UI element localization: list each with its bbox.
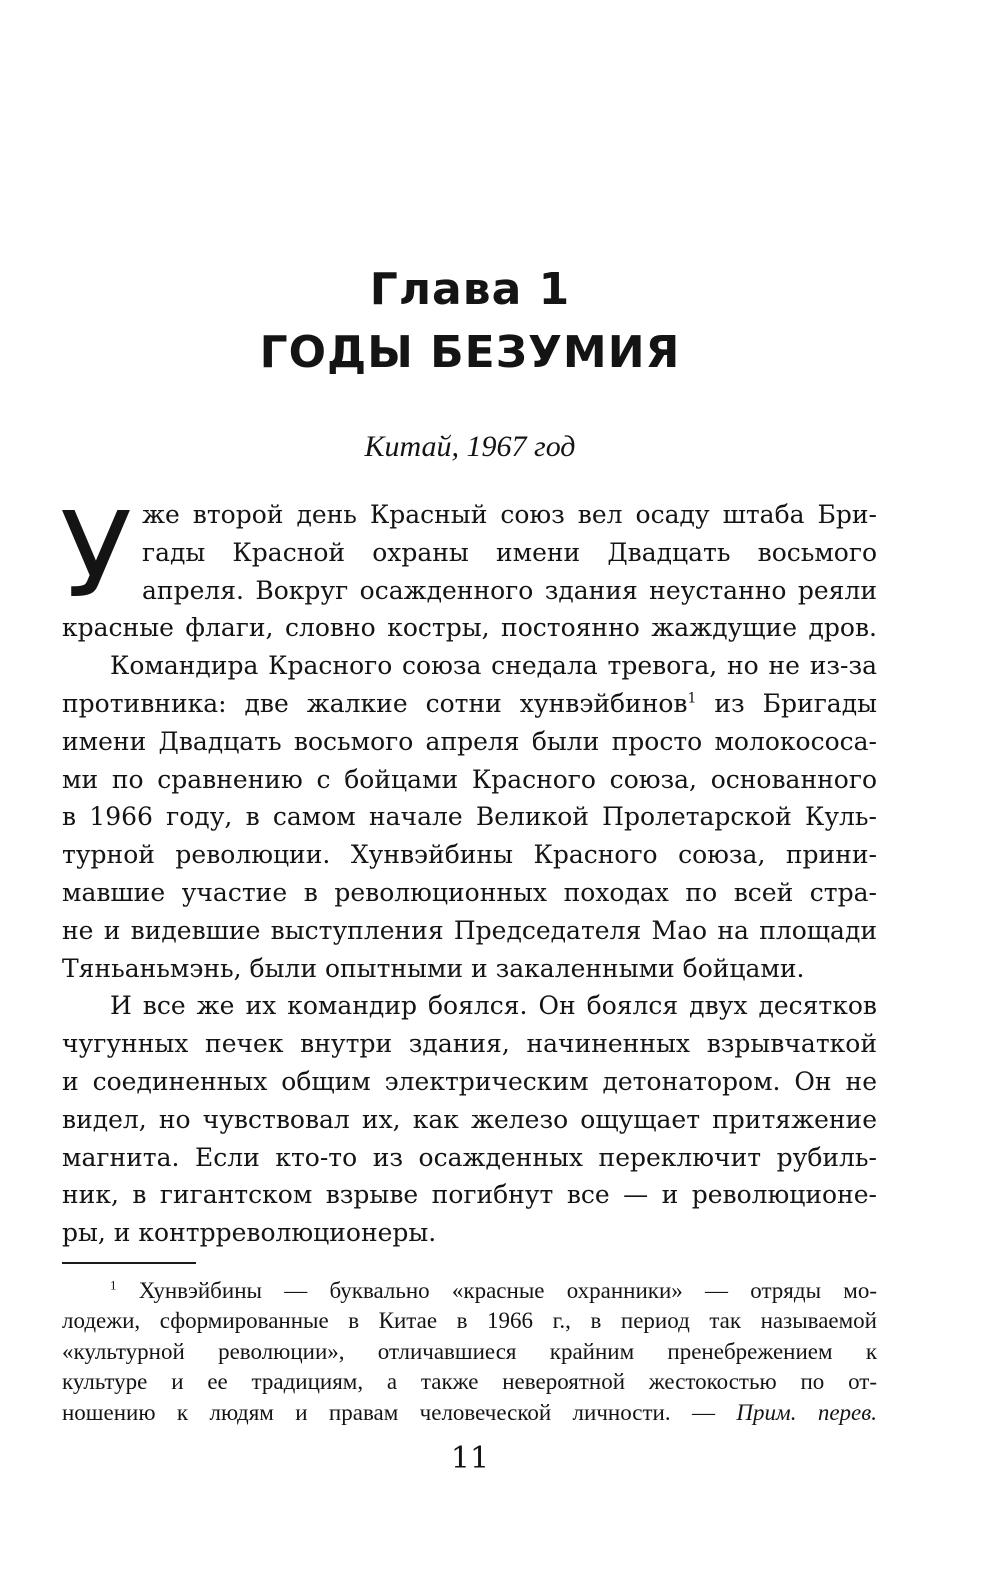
text-line: ник, в гигантском взрыве погибнут все — и революционе- bbox=[62, 1180, 877, 1210]
text-line: ры, и контрреволюционеры. bbox=[62, 1218, 437, 1248]
text-line: и соединенных общим электрическим детонатором. Он не bbox=[62, 1066, 877, 1096]
text-fragment: из Бригады bbox=[696, 688, 877, 718]
text-line: красные флаги, словно костры, постоянно жаждущие дров. bbox=[62, 613, 877, 643]
text-line: ми по сравнению с бойцами Красного союза, основанного bbox=[62, 764, 877, 794]
text-line: не и видевшие выступления Председателя Мао на площади bbox=[62, 915, 877, 945]
text-fragment: Хунвэйбины — буквально «красные охранники» — отряды мо- bbox=[116, 1278, 877, 1303]
paragraph-3 bbox=[62, 987, 877, 1252]
text-line: в 1966 году, в самом начале Великой Пролетарской Куль- bbox=[62, 802, 877, 832]
text-line: гады Красной охраны имени Двадцать восьмого bbox=[142, 537, 877, 567]
text-line: турной революции. Хунвэйбины Красного союза, прини- bbox=[62, 840, 877, 870]
chapter-number: Глава 1 bbox=[369, 264, 571, 315]
text-line: Командира Красного союза снедала тревога, но не из-за bbox=[110, 651, 877, 681]
chapter-epigraph: Китай, 1967 год bbox=[364, 430, 576, 463]
text-line: Тяньаньмэнь, были опытными и закаленными бойцами. bbox=[62, 953, 805, 983]
footnote-line bbox=[62, 1398, 877, 1428]
text-line: видел, но чувствовал их, как железо ощущает притяжение bbox=[62, 1104, 877, 1134]
translator-note: Прим. перев. bbox=[736, 1399, 877, 1425]
text-fragment: ношению к людям и правам человеческой личности. — bbox=[62, 1399, 737, 1425]
footnote-marker: 1 bbox=[110, 1277, 117, 1293]
drop-cap: У bbox=[60, 486, 132, 624]
footnote-line: «культурной революции», отличавшиеся крайним пренебрежением к bbox=[62, 1338, 877, 1364]
text-line: чугунных печек внутри здания, начиненных взрывчаткой bbox=[62, 1029, 877, 1059]
body-text bbox=[60, 486, 877, 1252]
paragraph-2 bbox=[62, 647, 877, 987]
text-fragment: противника: две жалкие сотни хунвэйбинов bbox=[62, 688, 688, 718]
footnote-separator bbox=[62, 1262, 196, 1264]
footnote-line bbox=[62, 1276, 877, 1306]
footnote-reference[interactable]: 1 bbox=[687, 690, 697, 707]
paragraph-1 bbox=[60, 486, 877, 647]
text-line: апреля. Вокруг осажденного здания неустанно реяли bbox=[142, 575, 877, 605]
text-line: имени Двадцать восьмого апреля были просто молокососа- bbox=[62, 726, 877, 756]
text-line: магнита. Если кто-то из осажденных переключит рубиль- bbox=[62, 1142, 877, 1172]
page-number: 11 bbox=[450, 1441, 490, 1476]
text-line: И все же их командир боялся. Он боялся двух десятков bbox=[110, 991, 877, 1021]
footnote bbox=[62, 1276, 877, 1428]
chapter-title: ГОДЫ БЕЗУМИЯ bbox=[259, 327, 681, 378]
text-line: же второй день Красный союз вел осаду штаба Бри- bbox=[142, 500, 877, 529]
footnote-line: культуре и ее традициям, а также невероятной жестокостью по от- bbox=[62, 1369, 877, 1395]
footnote-line: лодежи, сформированные в Китае в 1966 г., в период так называемой bbox=[62, 1308, 877, 1334]
text-line: мавшие участие в революционных походах по всей стра- bbox=[62, 877, 877, 907]
text-line bbox=[62, 685, 877, 723]
